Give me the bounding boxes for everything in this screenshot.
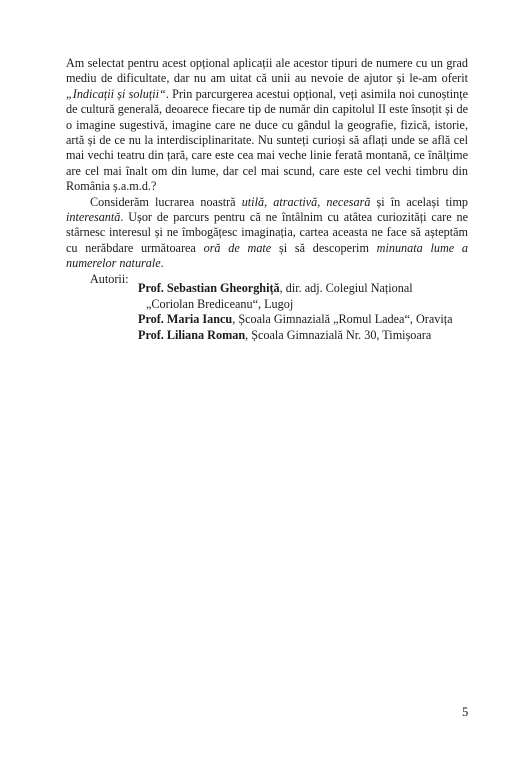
paragraph-2-text-m: . <box>160 256 164 271</box>
paragraph-2 <box>66 195 468 272</box>
paragraph-1 <box>66 56 468 195</box>
author-1-affiliation: , dir. adj. Colegiul Național <box>279 281 413 295</box>
authors-list <box>138 281 478 343</box>
word-interesanta: interesantă <box>66 210 121 225</box>
author-1-affiliation-cont: „Coriolan Brediceanu“, Lugoj <box>146 296 294 311</box>
word-utila: utilă <box>241 194 265 209</box>
author-3-name: Prof. Liliana Roman <box>138 327 246 342</box>
authors-label: Autorii: <box>90 271 129 286</box>
author-2 <box>138 312 478 328</box>
paragraph-2-text-a: Considerăm lucrarea noastră <box>90 194 242 209</box>
paragraph-2-text-c: , <box>264 194 274 209</box>
author-2-name: Prof. Maria Iancu <box>138 312 233 327</box>
paragraph-2-text-g: și în același timp <box>370 194 469 209</box>
body-text <box>66 56 468 287</box>
author-2-affiliation: , Școala Gimnazială „Romul Ladea“, Oravița <box>232 312 453 327</box>
word-atractiva: atractivă <box>273 194 318 209</box>
paragraph-1-text-a: Am selectat pentru acest opțional aplicații ale acestor tipuri de numere cu un grad mediu de dificultate, dar nu am uitat că unii au nevoie de ajutor și le-am oferit <box>66 56 468 86</box>
phrase-ora-de-mate: oră de mate <box>203 240 272 255</box>
paragraph-2-text-e: , <box>317 194 327 209</box>
word-necesara: necesară <box>326 194 371 209</box>
author-1 <box>138 281 478 297</box>
paragraph-2-text-k: și să descoperim <box>271 240 377 255</box>
author-3 <box>138 328 478 344</box>
paragraph-2-text-i: . Ușor de parcurs pentru că ne întâlnim cu atâtea curiozități care ne stârnesc interesul și ne îmbogățesc imaginația, cartea aceasta ne face să așteptăm cu nerăbdare următoarea <box>66 210 468 255</box>
paragraph-1-text-c: . Prin parcurgerea acestui opțional, veți asimila noi cunoștințe de cultură generală, deoarece fiecare tip de număr din capitolul II este însoțit și de o imagine sugestivă, imagine care ne duce cu gândul la geografie, fizică, istorie, artă și de ce nu la interdisciplinaritate. Nu sunteți curioși să aflați unde se află cel mai vechi teatru din țară, care este cea mai veche linie ferată montană, ce înălțime are cel mai înalt om din lume, dar cel mai scund, care este cel vechi timbru din România ș.a.m.d.? <box>66 86 468 194</box>
author-1-name: Prof. Sebastian Gheorghiță <box>138 281 280 295</box>
page-number: 5 <box>462 705 469 719</box>
author-3-affiliation: , Școala Gimnazială Nr. 30, Timișoara <box>245 327 432 342</box>
indications-solutions-phrase: „Indicații și soluții“ <box>66 86 166 101</box>
phrase-minunata-lume: minunata lume a numerelor naturale <box>66 240 468 271</box>
